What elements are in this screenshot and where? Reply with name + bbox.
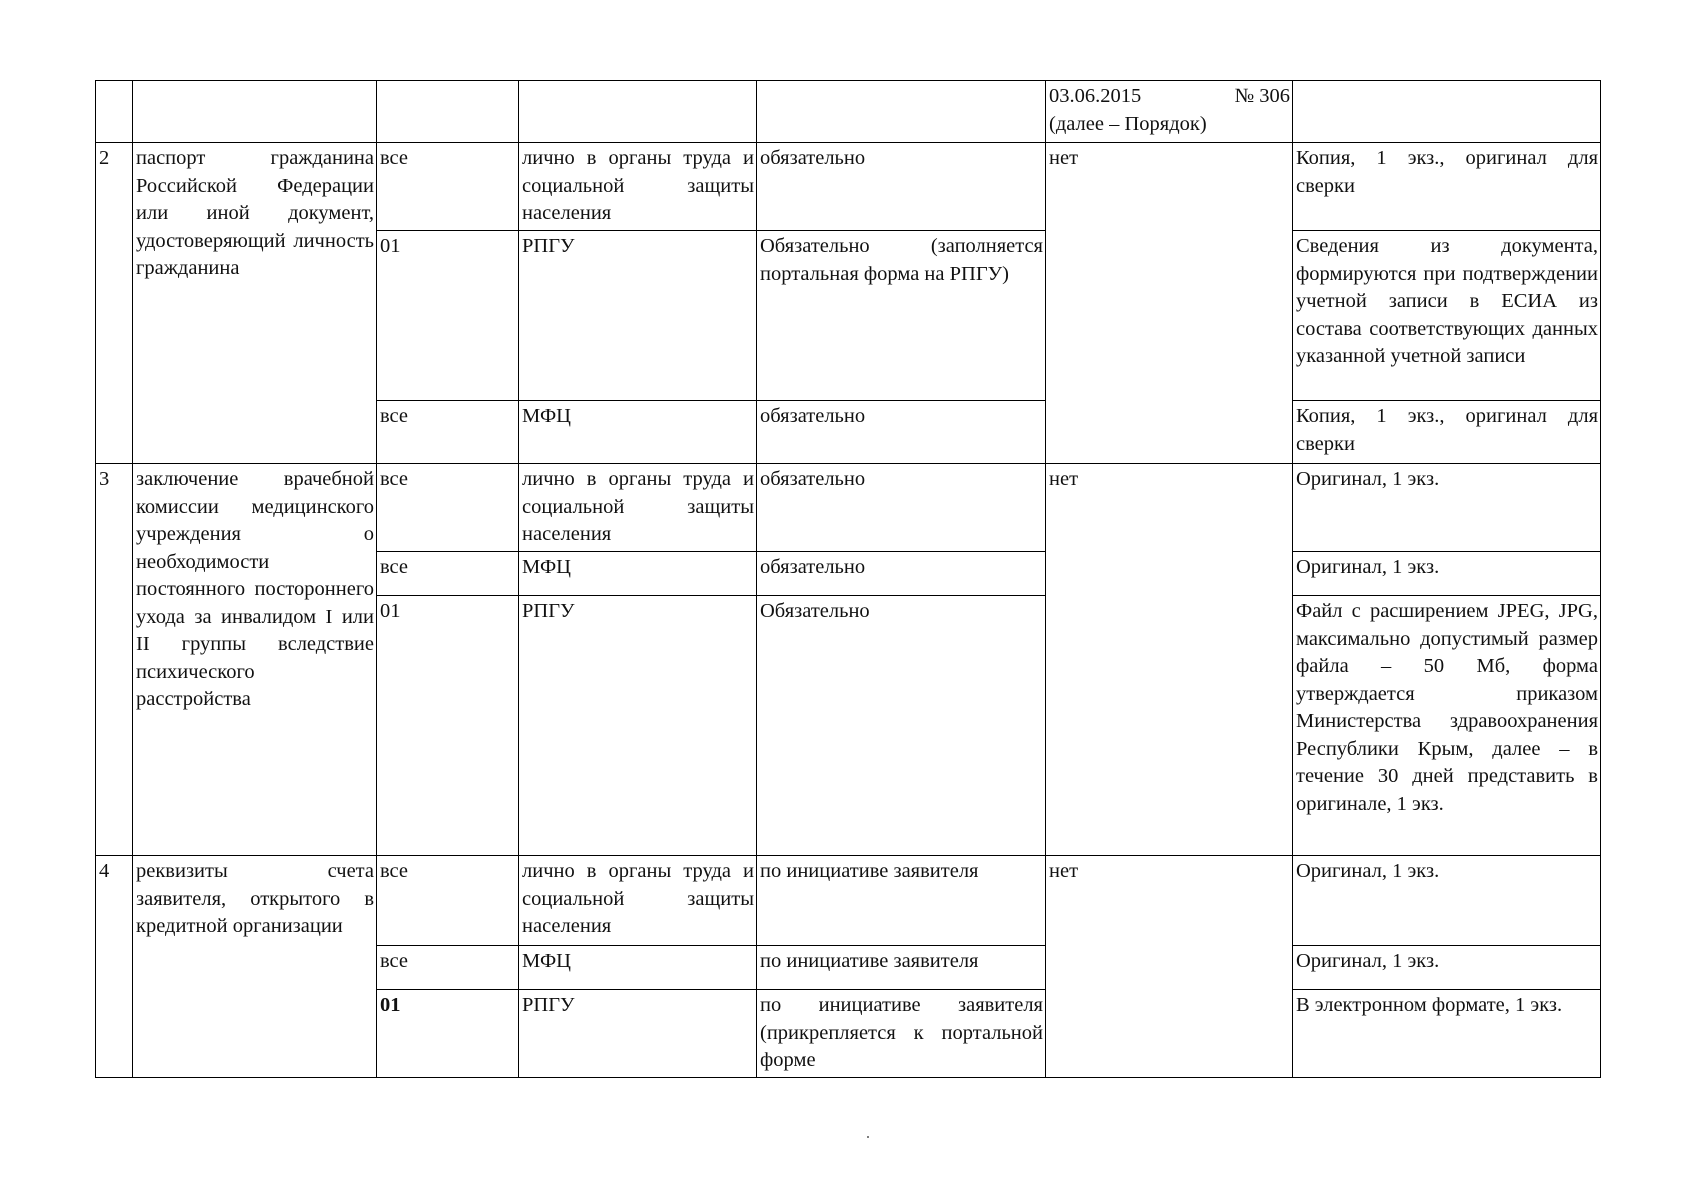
code-cell: все	[377, 946, 519, 990]
document-name: паспорт гражданина Российской Федерации или иной документ, удостоверяющий личность гражданина	[133, 143, 377, 464]
format-cell: Сведения из документа, формируются при подтверждении учетной записи в ЕСИА из состава соответствующих данных указанной учетной записи	[1293, 231, 1601, 401]
channel-cell: лично в органы труда и социальной защиты населения	[519, 143, 757, 231]
requirement-cell: обязательно	[757, 401, 1046, 464]
code-cell: все	[377, 143, 519, 231]
channel-cell: РПГУ	[519, 596, 757, 856]
channel-cell: МФЦ	[519, 946, 757, 990]
document-name: заключение врачебной комиссии медицинского учреждения о необходимости постоянного постороннего ухода за инвалидом I или II группы вследствие психического расстройства	[133, 464, 377, 856]
cell-empty	[519, 81, 757, 143]
row-number: 2	[96, 143, 133, 464]
code-cell: все	[377, 401, 519, 464]
requirement-cell: обязательно	[757, 143, 1046, 231]
cell-empty	[377, 81, 519, 143]
channel-cell: РПГУ	[519, 990, 757, 1078]
channel-cell: МФЦ	[519, 401, 757, 464]
channel-cell: лично в органы труда и социальной защиты населения	[519, 464, 757, 552]
requirement-cell: по инициативе заявителя (прикрепляется к портальной форме	[757, 990, 1046, 1078]
document-name: реквизиты счета заявителя, открытого в кредитной организации	[133, 856, 377, 1078]
requirement-cell: Обязательно	[757, 596, 1046, 856]
requirement-cell: по инициативе заявителя	[757, 946, 1046, 990]
format-cell: Оригинал, 1 экз.	[1293, 552, 1601, 596]
cell-empty	[1293, 81, 1601, 143]
order-number: № 306	[1234, 85, 1290, 107]
requirement-cell: обязательно	[757, 464, 1046, 552]
channel-cell: лично в органы труда и социальной защиты населения	[519, 856, 757, 946]
cell-empty	[133, 81, 377, 143]
table-row	[96, 143, 1601, 231]
interagency-cell: нет	[1046, 143, 1293, 464]
row-number: 3	[96, 464, 133, 856]
channel-cell: МФЦ	[519, 552, 757, 596]
code-cell: все	[377, 856, 519, 946]
code-cell: 01	[377, 990, 519, 1078]
order-note: (далее – Порядок)	[1049, 112, 1207, 135]
table-row	[96, 856, 1601, 946]
cell-empty	[757, 81, 1046, 143]
interagency-cell: нет	[1046, 464, 1293, 856]
code-cell: 01	[377, 596, 519, 856]
requirement-cell: обязательно	[757, 552, 1046, 596]
code-cell: все	[377, 552, 519, 596]
format-cell: Оригинал, 1 экз.	[1293, 946, 1601, 990]
format-cell: В электронном формате, 1 экз.	[1293, 990, 1601, 1078]
table-row	[96, 81, 1601, 143]
cell-empty	[96, 81, 133, 143]
interagency-cell: нет	[1046, 856, 1293, 1078]
documents-table	[95, 80, 1601, 1078]
order-reference-cell	[1046, 81, 1293, 143]
format-cell: Копия, 1 экз., оригинал для сверки	[1293, 143, 1601, 231]
format-cell: Оригинал, 1 экз.	[1293, 856, 1601, 946]
requirement-cell: по инициативе заявителя	[757, 856, 1046, 946]
format-cell: Оригинал, 1 экз.	[1293, 464, 1601, 552]
code-cell: все	[377, 464, 519, 552]
table-row	[96, 464, 1601, 552]
row-number: 4	[96, 856, 133, 1078]
format-cell: Копия, 1 экз., оригинал для сверки	[1293, 401, 1601, 464]
format-cell: Файл с расширением JPEG, JPG, максимально допустимый размер файла – 50 Мб, форма утверждается приказом Министерства здравоохранения Республики Крым, далее – в течение 30 дней представить в оригинале, 1 экз.	[1293, 596, 1601, 856]
code-cell: 01	[377, 231, 519, 401]
channel-cell: РПГУ	[519, 231, 757, 401]
scan-speck	[867, 1136, 869, 1138]
requirement-cell: Обязательно (заполняется портальная форма на РПГУ)	[757, 231, 1046, 401]
order-date: 03.06.2015	[1049, 85, 1142, 107]
